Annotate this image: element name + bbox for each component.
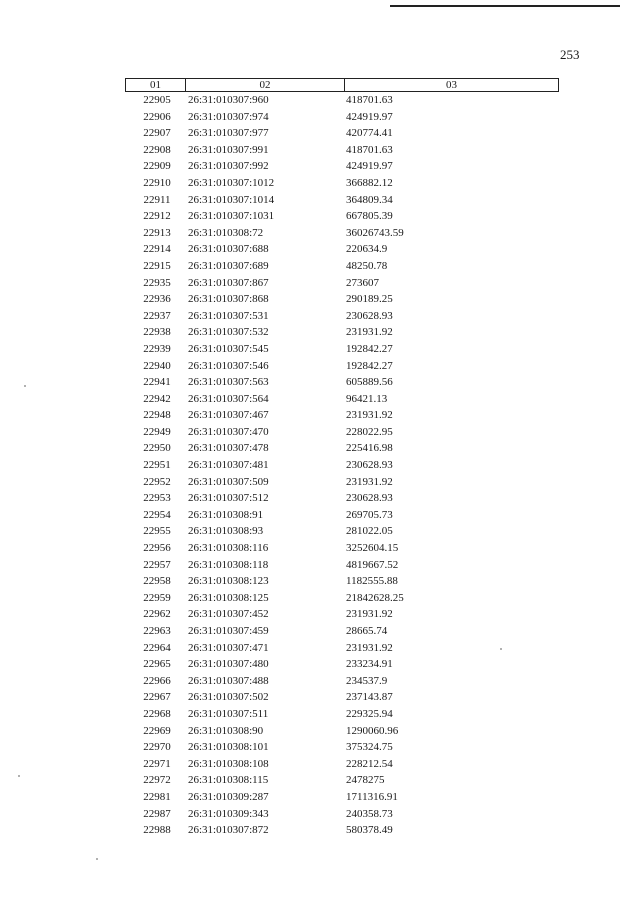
- table-row: [125, 573, 559, 590]
- cell-number: 22910: [143, 176, 171, 189]
- cell-value: 192842.27: [346, 359, 393, 372]
- cell-cadastral-id: 26:31:010307:960: [188, 94, 269, 106]
- table-row: [125, 358, 559, 375]
- cell-cadastral-id: 26:31:010308:118: [188, 558, 269, 571]
- table-row: [125, 706, 559, 723]
- table-row: [125, 241, 559, 258]
- table-row: [125, 673, 559, 690]
- cell-number: 22915: [143, 259, 171, 272]
- cell-number: 22949: [143, 425, 171, 438]
- cell-number: 22958: [143, 575, 171, 588]
- cell-number: 22967: [143, 691, 171, 704]
- cell-cadastral-id: 26:31:010307:974: [188, 110, 269, 123]
- cell-cadastral-id: 26:31:010307:512: [188, 492, 269, 505]
- table-row: [125, 457, 559, 474]
- table-row: [125, 440, 559, 457]
- table-row: [125, 225, 559, 242]
- cell-number: 22938: [143, 326, 171, 339]
- cell-cadastral-id: 26:31:010307:502: [188, 691, 269, 704]
- cell-number: 22906: [143, 110, 171, 123]
- cell-value: 605889.56: [346, 376, 393, 389]
- cell-value: 580378.49: [346, 824, 393, 837]
- cell-value: 233234.91: [346, 658, 393, 671]
- cell-cadastral-id: 26:31:010307:564: [188, 392, 269, 405]
- cell-cadastral-id: 26:31:010307:867: [188, 276, 269, 289]
- cell-value: 230628.93: [346, 492, 393, 505]
- cell-number: 22970: [143, 741, 171, 754]
- cell-value: 667805.39: [346, 210, 393, 223]
- cell-number: 22909: [143, 160, 171, 173]
- table-row: [125, 490, 559, 507]
- cell-value: 424919.97: [346, 110, 393, 123]
- cell-value: 229325.94: [346, 707, 393, 720]
- cell-value: 231931.92: [346, 608, 393, 621]
- table-row: [125, 772, 559, 789]
- cell-number: 22913: [143, 226, 171, 239]
- cell-number: 22941: [143, 376, 171, 389]
- cell-cadastral-id: 26:31:010307:467: [188, 409, 269, 422]
- cell-number: 22963: [143, 625, 171, 637]
- cell-cadastral-id: 26:31:010308:101: [188, 741, 269, 754]
- cell-number: 22939: [143, 342, 171, 355]
- cell-number: 22936: [143, 293, 171, 306]
- cell-cadastral-id: 26:31:010307:1031: [188, 210, 275, 223]
- cell-value: 230628.93: [346, 309, 393, 322]
- table-row: [125, 523, 559, 540]
- cell-number: 22957: [143, 558, 171, 571]
- table-row: [125, 324, 559, 341]
- cell-cadastral-id: 26:31:010308:116: [188, 542, 269, 555]
- cell-value: 228212.54: [346, 757, 393, 770]
- table-header: [125, 78, 559, 92]
- cell-cadastral-id: 26:31:010307:546: [188, 359, 269, 372]
- table-row: [125, 407, 559, 424]
- table-row: [125, 806, 559, 823]
- table-row: [125, 756, 559, 773]
- table-row: [125, 689, 559, 706]
- cell-value: 231931.92: [346, 326, 393, 339]
- cell-number: 22912: [143, 210, 171, 223]
- table-row: [125, 623, 559, 640]
- table-row: [125, 175, 559, 192]
- cell-value: 1711316.91: [346, 790, 398, 803]
- table-row: [125, 275, 559, 292]
- cell-cadastral-id: 26:31:010307:532: [188, 326, 269, 339]
- table-row: [125, 341, 559, 358]
- scan-speck: [96, 858, 98, 860]
- cell-number: 22940: [143, 359, 171, 372]
- cell-value: 290189.25: [346, 293, 393, 306]
- cell-number: 22972: [143, 774, 171, 787]
- cell-value: 21842628.25: [346, 591, 404, 604]
- cell-cadastral-id: 26:31:010307:1014: [188, 193, 275, 206]
- cell-cadastral-id: 26:31:010307:1012: [188, 176, 275, 189]
- cell-number: 22942: [143, 392, 171, 405]
- data-table: [125, 78, 559, 839]
- cell-cadastral-id: 26:31:010308:90: [188, 724, 264, 737]
- table-row: [125, 158, 559, 175]
- page-number: 253: [560, 47, 580, 62]
- cell-cadastral-id: 26:31:010307:480: [188, 658, 269, 671]
- cell-cadastral-id: 26:31:010308:93: [188, 525, 264, 538]
- cell-number: 22908: [143, 143, 171, 156]
- cell-cadastral-id: 26:31:010308:123: [188, 575, 269, 588]
- table-row: [125, 208, 559, 225]
- cell-number: 22937: [143, 309, 171, 322]
- header-col-03: 03: [446, 79, 457, 91]
- table-row: [125, 557, 559, 574]
- cell-number: 22987: [143, 807, 171, 820]
- cell-cadastral-id: 26:31:010307:511: [188, 707, 269, 720]
- table-row: [125, 640, 559, 657]
- cell-value: 269705.73: [346, 508, 393, 521]
- header-col-01: 01: [126, 79, 186, 91]
- cell-value: 234537.9: [346, 674, 388, 687]
- header-col-02: 02: [186, 79, 345, 91]
- cell-value: 281022.05: [346, 525, 393, 538]
- cell-value: 3252604.15: [346, 542, 399, 555]
- cell-cadastral-id: 26:31:010307:688: [188, 243, 269, 256]
- table-row: [125, 291, 559, 308]
- cell-number: 22935: [143, 276, 171, 289]
- table-row: [125, 109, 559, 126]
- table-row: [125, 540, 559, 557]
- cell-number: 22914: [143, 243, 171, 256]
- table-row: [125, 822, 559, 839]
- cell-cadastral-id: 26:31:010307:459: [188, 625, 269, 637]
- table-row: [125, 474, 559, 491]
- cell-number: 22911: [143, 193, 171, 206]
- table-row: [125, 374, 559, 391]
- cell-number: 22962: [143, 608, 171, 621]
- cell-cadastral-id: 26:31:010307:992: [188, 160, 269, 173]
- cell-number: 22964: [143, 641, 171, 654]
- table-row: [125, 606, 559, 623]
- table-row: [125, 142, 559, 159]
- cell-cadastral-id: 26:31:010307:478: [188, 442, 269, 455]
- cell-cadastral-id: 26:31:010308:91: [188, 508, 264, 521]
- table-row: [125, 656, 559, 673]
- cell-value: 364809.34: [346, 193, 393, 206]
- cell-value: 418701.63: [346, 94, 393, 106]
- cell-number: 22959: [143, 591, 171, 604]
- table-row: [125, 723, 559, 740]
- cell-number: 22966: [143, 674, 171, 687]
- cell-value: 230628.93: [346, 459, 393, 472]
- cell-value: 273607: [346, 276, 379, 289]
- cell-value: 96421.13: [346, 392, 388, 405]
- cell-value: 424919.97: [346, 160, 393, 173]
- cell-number: 22951: [143, 459, 171, 472]
- cell-value: 418701.63: [346, 143, 393, 156]
- scan-speck: [24, 385, 26, 387]
- table-row: [125, 258, 559, 275]
- cell-value: 225416.98: [346, 442, 393, 455]
- table-row: [125, 507, 559, 524]
- cell-number: 22955: [143, 525, 171, 538]
- cell-value: 4819667.52: [346, 558, 399, 571]
- scan-speck: [18, 775, 20, 777]
- table-row: [125, 424, 559, 441]
- cell-number: 22952: [143, 475, 171, 488]
- table-row: [125, 391, 559, 408]
- cell-value: 28665.74: [346, 625, 388, 637]
- cell-cadastral-id: 26:31:010307:977: [188, 127, 269, 140]
- cell-cadastral-id: 26:31:010307:991: [188, 143, 269, 156]
- cell-number: 22965: [143, 658, 171, 671]
- cell-cadastral-id: 26:31:010307:452: [188, 608, 269, 621]
- cell-value: 1182555.88: [346, 575, 398, 588]
- table-row: [125, 308, 559, 325]
- table-row: [125, 739, 559, 756]
- cell-cadastral-id: 26:31:010309:343: [188, 807, 269, 820]
- cell-cadastral-id: 26:31:010307:481: [188, 459, 269, 472]
- table-row: [125, 789, 559, 806]
- cell-cadastral-id: 26:31:010308:108: [188, 757, 269, 770]
- cell-cadastral-id: 26:31:010307:470: [188, 425, 269, 438]
- cell-value: 36026743.59: [346, 226, 404, 239]
- top-rule: [390, 5, 620, 7]
- cell-cadastral-id: 26:31:010307:509: [188, 475, 269, 488]
- table-row: [125, 125, 559, 142]
- cell-cadastral-id: 26:31:010309:287: [188, 790, 269, 803]
- cell-cadastral-id: 26:31:010307:872: [188, 824, 269, 837]
- cell-cadastral-id: 26:31:010308:72: [188, 226, 264, 239]
- cell-value: 240358.73: [346, 807, 393, 820]
- scan-speck: [500, 648, 502, 650]
- cell-cadastral-id: 26:31:010308:125: [188, 591, 269, 604]
- cell-value: 48250.78: [346, 259, 388, 272]
- cell-number: 22968: [143, 707, 171, 720]
- cell-value: 192842.27: [346, 342, 393, 355]
- table-body: [125, 92, 559, 839]
- cell-number: 22950: [143, 442, 171, 455]
- cell-number: 22953: [143, 492, 171, 505]
- cell-cadastral-id: 26:31:010307:563: [188, 376, 269, 389]
- table-row: [125, 590, 559, 607]
- cell-value: 366882.12: [346, 176, 393, 189]
- cell-value: 228022.95: [346, 425, 393, 438]
- cell-cadastral-id: 26:31:010307:545: [188, 342, 269, 355]
- cell-number: 22956: [143, 542, 171, 555]
- cell-value: 2478275: [346, 774, 385, 787]
- cell-value: 420774.41: [346, 127, 393, 140]
- cell-number: 22948: [143, 409, 171, 422]
- cell-cadastral-id: 26:31:010307:531: [188, 309, 269, 322]
- cell-cadastral-id: 26:31:010307:868: [188, 293, 269, 306]
- table-row: [125, 92, 559, 109]
- cell-cadastral-id: 26:31:010307:689: [188, 259, 269, 272]
- cell-number: 22954: [143, 508, 171, 521]
- cell-number: 22905: [143, 94, 171, 106]
- cell-cadastral-id: 26:31:010307:471: [188, 641, 269, 654]
- cell-number: 22969: [143, 724, 171, 737]
- cell-value: 375324.75: [346, 741, 393, 754]
- cell-value: 231931.92: [346, 641, 393, 654]
- cell-cadastral-id: 26:31:010307:488: [188, 674, 269, 687]
- cell-number: 22981: [143, 790, 171, 803]
- cell-value: 231931.92: [346, 409, 393, 422]
- cell-value: 237143.87: [346, 691, 393, 704]
- cell-cadastral-id: 26:31:010308:115: [188, 774, 269, 787]
- table-row: [125, 192, 559, 209]
- cell-value: 1290060.96: [346, 724, 399, 737]
- cell-number: 22907: [143, 127, 171, 140]
- cell-number: 22988: [143, 824, 171, 837]
- cell-value: 220634.9: [346, 243, 388, 256]
- cell-value: 231931.92: [346, 475, 393, 488]
- cell-number: 22971: [143, 757, 171, 770]
